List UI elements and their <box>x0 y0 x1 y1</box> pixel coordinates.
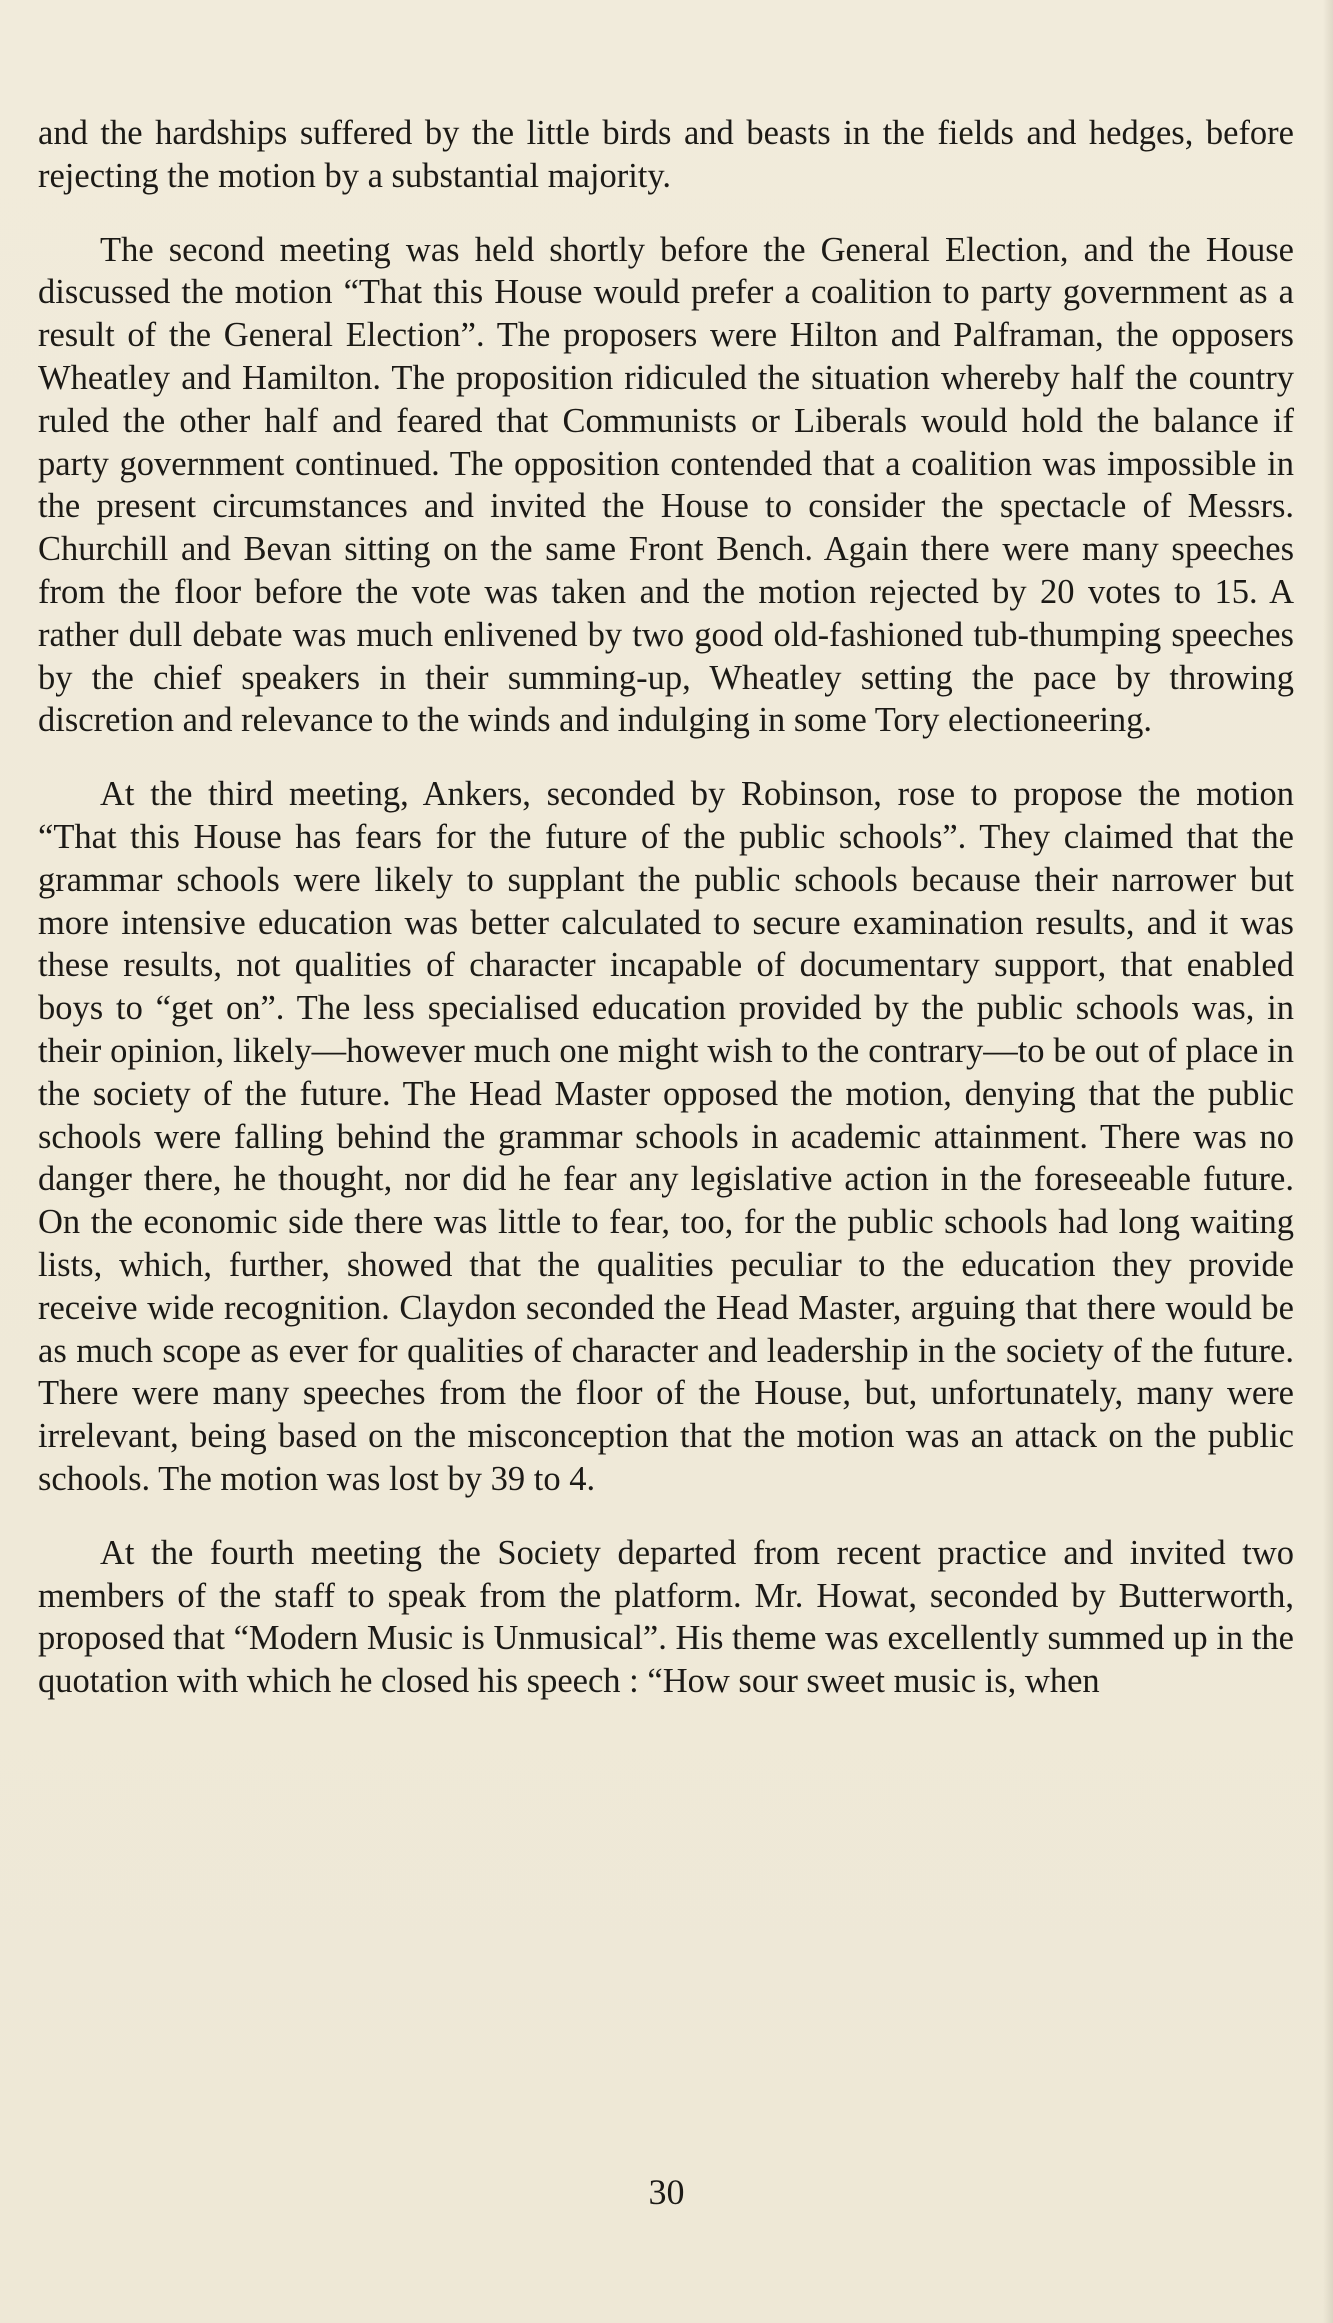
paragraph-third-meeting: At the third meeting, Ankers, seconded by Robinson, rose to propose the motion “That this House has fears for the future of the public schools”. They claimed that the grammar schools were likely to supplant the public schools because their narrower but more intensive education was better calculated to secure examination results, and it was these results, not qualities of character incapable of documentary support, that enabled boys to “get on”. The less specialised education provided by the public schools was, in their opinion, likely—however much one might wish to the contrary—to be out of place in the society of the future. The Head Master opposed the motion, denying that the public schools were falling behind the grammar schools in academic attainment. There was no danger there, he thought, nor did he fear any legislative action in the foreseeable future. On the economic side there was little to fear, too, for the public schools had long waiting lists, which, further, showed that the qualities peculiar to the education they provide receive wide recognition. Claydon seconded the Head Master, arguing that there would be as much scope as ever for qualities of character and leadership in the society of the future. There were many speeches from the floor of the House, but, unfortunately, many were irrelevant, being based on the misconception that the motion was an attack on the public schools. The motion was lost by 39 to 4. <box>38 775 1294 1498</box>
paragraph-fourth-meeting: At the fourth meeting the Society departed from recent practice and invited two members of the staff to speak from the platform. Mr. Howat, seconded by Butterworth, proposed that “Modern Music is Unmusical”. His theme was excellently summed up in the quotation with which he closed his speech : “How sour sweet music is, when <box>38 1533 1294 1701</box>
page-edge-shadow <box>1323 0 1333 2323</box>
paragraph-second-meeting: The second meeting was held shortly before the General Election, and the House discussed the motion “That this House would prefer a coalition to party government as a result of the General Election”. The proposers were Hilton and Palframan, the opposers Wheatley and Hamilton. The proposition ridiculed the situation whereby half the country ruled the other half and feared that Communists or Liberals would hold the balance if party government continued. The opposition contended that a coalition was impossible in the present circumstances and invited the House to consider the spectacle of Messrs. Churchill and Bevan sitting on the same Front Bench. Again there were many speeches from the floor before the vote was taken and the motion rejected by 20 votes to 15. A rather dull debate was much enlivened by two good old-fashioned tub-thumping speeches by the chief speakers in their summing-up, Wheatley setting the pace by throwing discretion and relevance to the winds and indulging in some Tory electioneering. <box>38 230 1294 740</box>
page-number: 30 <box>648 2172 685 2212</box>
body-text <box>38 112 1294 1734</box>
paragraph-continuation: and the hardships suffered by the little birds and beasts in the fields and hedges, before rejecting the motion by a substantial majority. <box>38 114 1294 195</box>
